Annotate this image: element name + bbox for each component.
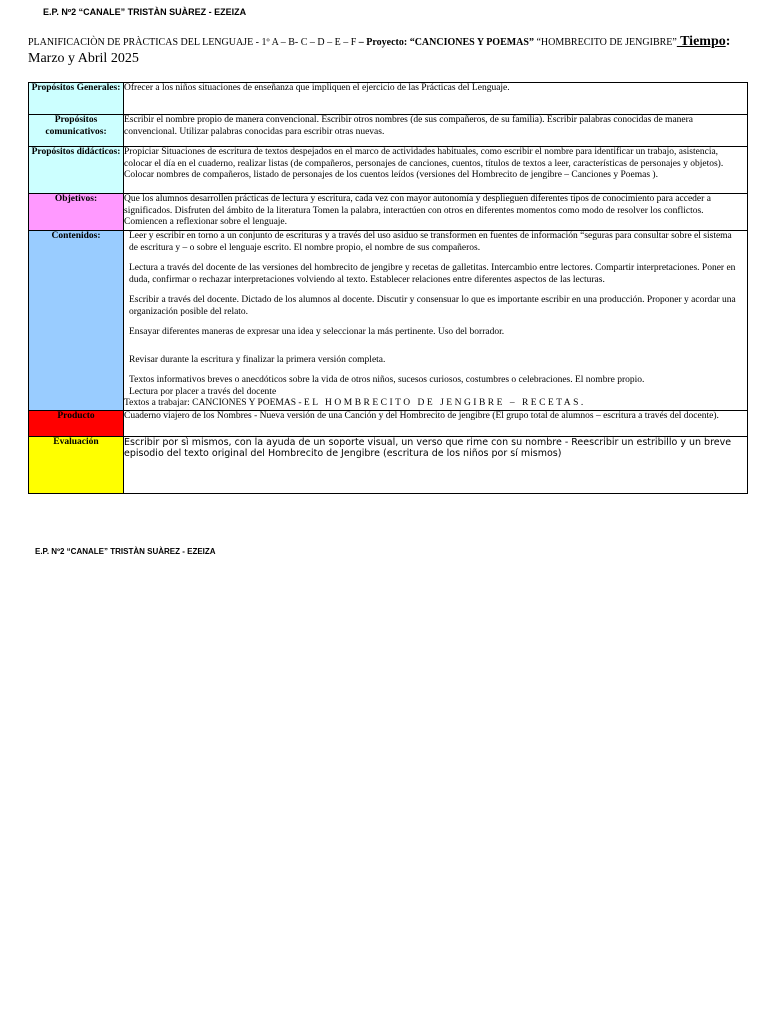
label-propositos-comunicativos: Propósitos comunicativos: bbox=[29, 115, 124, 147]
text-propositos-generales: Ofrecer a los niños situaciones de enseñanza que impliquen el ejercicio de las Prácticas del Lenguaje. bbox=[124, 83, 748, 115]
contenido-item: Textos informativos breves o anecdóticos sobre la vida de otros niños, sucesos curiosos, costumbres o celebraciones. El nombre propio. bbox=[129, 375, 645, 385]
contenido-item: Lectura a través del docente de las versiones del hombrecito de jengibre y recetas de galletitas. Intercambio entre lectores. Compartir interpretaciones. Poner en duda, confirmar o rechazar interpretaciones volviendo al texto. Establecer relaciones entre diferentes aspectos de las lecturas. bbox=[129, 263, 736, 285]
text-propositos-didacticos: Propiciar Situaciones de escritura de textos despejados en el marco de actividades habituales, como escribir el nombre para identificar un trabajo, asistencia, colocar el día en el cuaderno, realizar listas (de compañeros, personajes de canciones, cuentos, títulos de textos a leer, características de personajes y objetos). Colocar nombres de compañeros, listado de personajes de los cuentos leídos (versiones del Hombrecito de jengibre – Canciones y Poemas ). bbox=[124, 147, 748, 194]
contenido-item: Escribir a través del docente. Dictado de los alumnos al docente. Discutir y consensuar lo que es importante escribir en una producción. Proponer y acordar una organización posible del relato. bbox=[129, 295, 736, 317]
school-header-bottom: E.P. Nº2 “CANALE” TRISTÀN SUÀREZ - EZEIZA bbox=[35, 547, 216, 556]
label-propositos-generales: Propósitos Generales: bbox=[29, 83, 124, 115]
text-evaluacion: Escribir por sì mismos, con la ayuda de un soporte visual, un verso que rime con su nombre - Reescribir un estribillo y un breve episodio del texto original del Hombrecito de Jengibre (escritura de los niños por sí mismos) bbox=[124, 436, 748, 493]
title-prefix: PLANIFICACIÒN DE PRÀCTICAS DEL LENGUAJE - 1º A – B- C – D – E – F bbox=[28, 37, 359, 48]
time-period: Marzo y Abril 2025 bbox=[28, 51, 139, 66]
planning-title bbox=[28, 34, 748, 68]
label-evaluacion: Evaluación bbox=[29, 436, 124, 493]
row-contenidos bbox=[29, 231, 748, 411]
row-objetivos bbox=[29, 194, 748, 231]
school-header-top: E.P. Nº2 “CANALE” TRISTÀN SUÀREZ - EZEIZA bbox=[43, 7, 247, 17]
text-producto: Cuaderno viajero de los Nombres - Nueva versión de una Canción y del Hombrecito de jengibre (El grupo total de alumnos – escritura a través del docente). bbox=[124, 410, 748, 436]
contenido-item: Ensayar diferentes maneras de expresar una idea y seleccionar la más pertinente. Uso del borrador. bbox=[129, 327, 505, 337]
textos-list: EL HOMBRECITO DE JENGIBRE – RECETAS. bbox=[303, 398, 586, 408]
textos-a-trabajar bbox=[124, 398, 747, 410]
row-producto bbox=[29, 410, 748, 436]
row-propositos-didacticos bbox=[29, 147, 748, 194]
planning-table bbox=[28, 82, 748, 494]
text-propositos-comunicativos: Escribir el nombre propio de manera convencional. Escribir otros nombres (de sus compañeros, de su familia). Escribir palabras conocidas de manera convencional. Utilizar palabras conocidas para escribir otras nuevas. bbox=[124, 115, 748, 147]
label-objetivos: Objetivos: bbox=[29, 194, 124, 231]
project-subtitle: “HOMBRECITO DE JENGIBRE” bbox=[533, 37, 677, 48]
label-propositos-didacticos: Propósitos didácticos: bbox=[29, 147, 124, 194]
row-propositos-generales bbox=[29, 83, 748, 115]
contenido-item: Leer y escribir en torno a un conjunto de escrituras y a través del uso asiduo se transformen en fuentes de información “seguras para consultar sobre el sistema de escritura y – o sobre el lenguaje escrito. El nombre propio, el nombre de sus compañeros. bbox=[129, 231, 732, 253]
row-evaluacion bbox=[29, 436, 748, 493]
textos-label: Textos a trabajar: CANCIONES Y POEMAS - bbox=[124, 398, 304, 408]
row-propositos-comunicativos bbox=[29, 115, 748, 147]
contenido-item: Revisar durante la escritura y finalizar la primera versión completa. bbox=[129, 354, 386, 365]
contenidos-cell bbox=[124, 231, 748, 411]
label-producto: Producto bbox=[29, 410, 124, 436]
project-label: – Proyecto: “CANCIONES Y POEMAS” bbox=[358, 37, 534, 48]
tiempo-colon: : bbox=[725, 34, 731, 49]
label-contenidos: Contenidos: bbox=[29, 231, 124, 411]
text-objetivos: Que los alumnos desarrollen prácticas de lectura y escritura, cada vez con mayor autonomía y desplieguen diferentes tipos de conocimiento para acceder a significados. Disfruten del ámbito de la literatura Tomen la palabra, interactúen con otros en diferentes momentos como modo de resolver los conflictos. Comiencen a reflexionar sobre el lenguaje. bbox=[124, 194, 748, 231]
contenido-item: Lectura por placer a través del docente bbox=[129, 386, 277, 397]
tiempo-label: Tiempo bbox=[676, 34, 726, 49]
